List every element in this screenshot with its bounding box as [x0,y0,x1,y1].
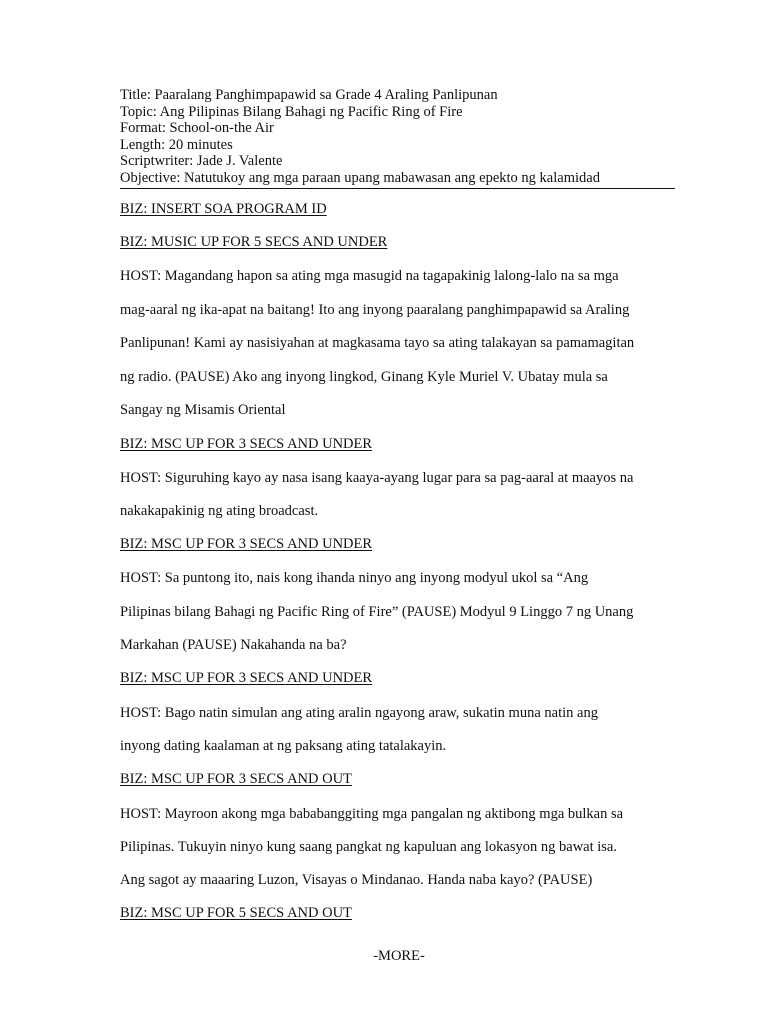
biz-cue: BIZ: MSC UP FOR 3 SECS AND UNDER [120,436,373,452]
host-dialogue: HOST: Magandang hapon sa ating mga masugid na tagapakinig lalong-lalo na sa mga [120,268,619,284]
host-dialogue: HOST: Mayroon akong mga bababanggiting mga pangalan ng aktibong mga bulkan sa [120,806,624,822]
host-dialogue: mag-aaral ng ika-apat na baitang! Ito ang inyong paaralang panghimpapawid sa Araling [120,302,630,318]
script-topic: Topic: Ang Pilipinas Bilang Bahagi ng Pacific Ring of Fire [120,103,463,120]
biz-cue: BIZ: MSC UP FOR 5 SECS AND OUT [120,905,352,921]
host-dialogue: HOST: Siguruhing kayo ay nasa isang kaaya-ayang lugar para sa pag-aaral at maayos na [120,470,634,486]
host-dialogue: Pilipinas bilang Bahagi ng Pacific Ring of Fire” (PAUSE) Modyul 9 Linggo 7 ng Unang [120,604,634,620]
biz-cue: BIZ: MSC UP FOR 3 SECS AND OUT [120,771,352,787]
script-format: Format: School-on-the Air [120,120,274,137]
biz-cue: BIZ: INSERT SOA PROGRAM ID [120,201,327,217]
script-header [120,87,675,189]
host-dialogue: ng radio. (PAUSE) Ako ang inyong lingkod, Ginang Kyle Muriel V. Ubatay mula sa [120,369,608,385]
script-length: Length: 20 minutes [120,136,233,153]
host-dialogue: HOST: Bago natin simulan ang ating aralin ngayong araw, sukatin muna natin ang [120,705,598,721]
biz-cue: BIZ: MUSIC UP FOR 5 SECS AND UNDER [120,234,388,250]
continuation-marker: -MORE- [373,948,425,964]
host-dialogue: nakakapakinig ng ating broadcast. [120,503,319,519]
host-dialogue: Sangay ng Misamis Oriental [120,402,286,418]
host-dialogue: Ang sagot ay maaaring Luzon, Visayas o Mindanao. Handa naba kayo? (PAUSE) [120,872,593,888]
host-dialogue: Markahan (PAUSE) Nakahanda na ba? [120,637,347,653]
script-title: Title: Paaralang Panghimpapawid sa Grade 4 Araling Panlipunan [120,87,498,103]
host-dialogue: HOST: Sa puntong ito, nais kong ihanda ninyo ang inyong modyul ukol sa “Ang [120,570,589,586]
script-writer: Scriptwriter: Jade J. Valente [120,153,283,170]
biz-cue: BIZ: MSC UP FOR 3 SECS AND UNDER [120,670,373,686]
host-dialogue: inyong dating kaalaman at ng paksang ating tatalakayin. [120,738,447,754]
host-dialogue: Pilipinas. Tukuyin ninyo kung saang pangkat ng kapuluan ang lokasyon ng bawat isa. [120,839,617,855]
script-objective: Objective: Natutukoy ang mga paraan upang mabawasan ang epekto ng kalamidad [120,169,600,186]
host-dialogue: Panlipunan! Kami ay nasisiyahan at magkasama tayo sa ating talakayan sa pamamagitan [120,335,635,351]
biz-cue: BIZ: MSC UP FOR 3 SECS AND UNDER [120,536,373,552]
